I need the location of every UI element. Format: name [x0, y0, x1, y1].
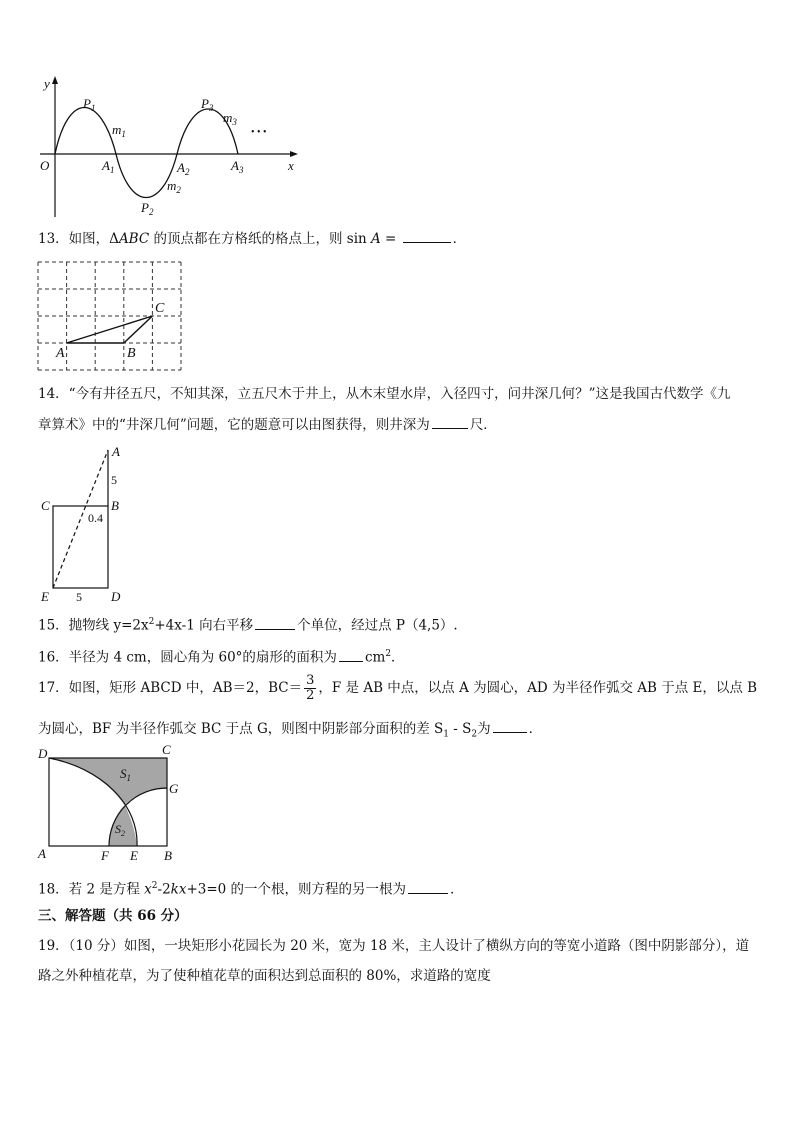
q15-text-a: 15．抛物线 y=2x: [38, 617, 149, 634]
axis-x-label: x: [288, 158, 294, 173]
q17-frac-den: 2: [306, 688, 315, 703]
grid-triangle-figure: [34, 258, 186, 376]
label-five-bottom: 5: [76, 590, 82, 604]
q17-line2-a: 为圆心，BF 为半径作弧交 BC 于点 G，则图中阴影部分面积的差 S: [38, 721, 444, 737]
origin-label: O: [40, 158, 50, 173]
question-19-line1: 19．（10 分）如图，一块矩形小花园长为 20 米，宽为 18 米，主人设计了横纵方向的等宽小道路（图中阴影部分），道: [38, 938, 750, 954]
label-f: F: [101, 848, 109, 863]
question-16: [38, 644, 405, 668]
q13-angle: A: [371, 231, 381, 247]
label-p3: $P_3$: [201, 96, 214, 113]
label-p1: $P_1$: [83, 96, 96, 113]
q17-frac-num: 3: [306, 673, 315, 688]
label-m1: $m_1$: [112, 122, 126, 139]
label-d: D: [111, 589, 121, 604]
q18-text-a: 18．若 2 是方程: [38, 881, 145, 898]
label-a: A: [56, 346, 65, 361]
q13-triangle: ABC: [118, 231, 150, 247]
question-15: [38, 612, 458, 636]
rectangle-arcs-figure: [34, 744, 184, 864]
question-19-line2: 路之外种植花草，为了使种植花草的面积达到总面积的 80%，求道路的宽度: [38, 968, 491, 984]
q17-line2-d: ．: [528, 721, 543, 737]
x-axis-arrow: [290, 151, 298, 157]
question-17-line2: [38, 718, 542, 745]
q18-sup: 2: [151, 881, 158, 891]
triangle-abc: [67, 316, 153, 343]
label-s2: $S_2$: [115, 822, 125, 838]
question-14-line1: 14．“今有井径五尺，不知其深，立五尺木于井上，从木末望水岸，入径四寸，问井深几何？”这是我国古代数学《九: [38, 386, 731, 402]
q18-kx: kx: [170, 881, 187, 898]
label-point4: 0.4: [88, 511, 103, 525]
q15-sup: 2: [148, 617, 155, 627]
q14-text-a: 章算术》中的“井深几何”问题，它的题意可以由图获得，则井深为: [38, 417, 430, 433]
label-a2: $A_2$: [177, 160, 190, 177]
label-c: C: [155, 301, 165, 316]
q13-prefix: 13．如图，Δ: [38, 231, 119, 247]
label-g: G: [169, 781, 179, 796]
q16-text-c: ．: [391, 649, 405, 666]
label-p2: $P_2$: [141, 200, 154, 217]
label-m2: $m_2$: [167, 178, 181, 195]
y-axis-arrow: [52, 76, 58, 84]
axis-y-label: y: [44, 76, 50, 91]
label-c: C: [41, 498, 50, 513]
wave-curve: [55, 108, 238, 198]
q16-answer-blank: [339, 647, 363, 662]
label-s1: $S_1$: [120, 766, 131, 783]
q13-answer-blank: [403, 228, 451, 243]
label-a: A: [38, 846, 46, 861]
label-five-top: 5: [111, 473, 117, 487]
q14-text-b: 尺．: [469, 417, 497, 433]
q16-sup: 2: [385, 649, 392, 659]
section-3-title: 三、解答题（共 66 分）: [38, 908, 188, 924]
label-m3: $m_3$: [223, 110, 237, 127]
question-17-line1: [38, 672, 757, 704]
q18-answer-blank: [408, 879, 448, 894]
q13-end: ．: [452, 231, 467, 247]
q17-text-a: 17．如图，矩形 ABCD 中，AB＝2，BC＝: [38, 680, 303, 696]
q17-s2-sub: 2: [471, 729, 478, 740]
q18-text-c: +3=0 的一个根，则方程的另一根为: [186, 881, 407, 898]
q17-line2-b: - S: [449, 721, 472, 737]
q18-x: x: [144, 881, 152, 898]
label-b: B: [164, 848, 172, 863]
q18-text-d: ．: [450, 881, 464, 898]
q17-s1-sub: 1: [443, 729, 450, 740]
question-18: [38, 876, 464, 900]
label-a1: $A_1$: [102, 158, 115, 175]
q17-text-b: ，F 是 AB 中点，以点 A 为圆心，AD 为半径作弧交 AB 于点 E，以点 B: [318, 680, 758, 696]
q13-middle: 的顶点都在方格纸的格点上，则 sin: [149, 231, 372, 247]
label-c: C: [162, 744, 171, 757]
ellipsis-label: • • •: [251, 127, 267, 138]
sine-wave-figure: [30, 72, 320, 222]
q17-line2-c: 为: [477, 721, 491, 737]
q13-eq: =: [380, 231, 401, 247]
q15-text-c: 个单位，经过点 P（4,5）.: [297, 617, 458, 634]
label-a: A: [112, 444, 120, 459]
q14-answer-blank: [432, 414, 468, 429]
q17-answer-blank: [493, 718, 527, 733]
q18-text-b: -2: [157, 881, 171, 898]
q15-answer-blank: [255, 615, 295, 630]
q17-fraction: [304, 674, 316, 703]
label-b: B: [127, 346, 136, 361]
label-e: E: [41, 589, 49, 604]
q15-text-b: +4x-1 向右平移: [154, 617, 254, 634]
label-d: D: [38, 746, 48, 761]
q16-text-b: cm: [364, 649, 386, 666]
label-b: B: [111, 498, 119, 513]
q16-text-a: 16．半径为 4 cm，圆心角为 60°的扇形的面积为: [38, 649, 337, 666]
shaded-region-s1: [49, 758, 167, 805]
question-14-line2: [38, 414, 497, 435]
label-e: E: [130, 848, 138, 863]
label-a3: $A_3$: [231, 158, 244, 175]
question-13: [38, 228, 466, 249]
well-figure: [36, 440, 136, 606]
